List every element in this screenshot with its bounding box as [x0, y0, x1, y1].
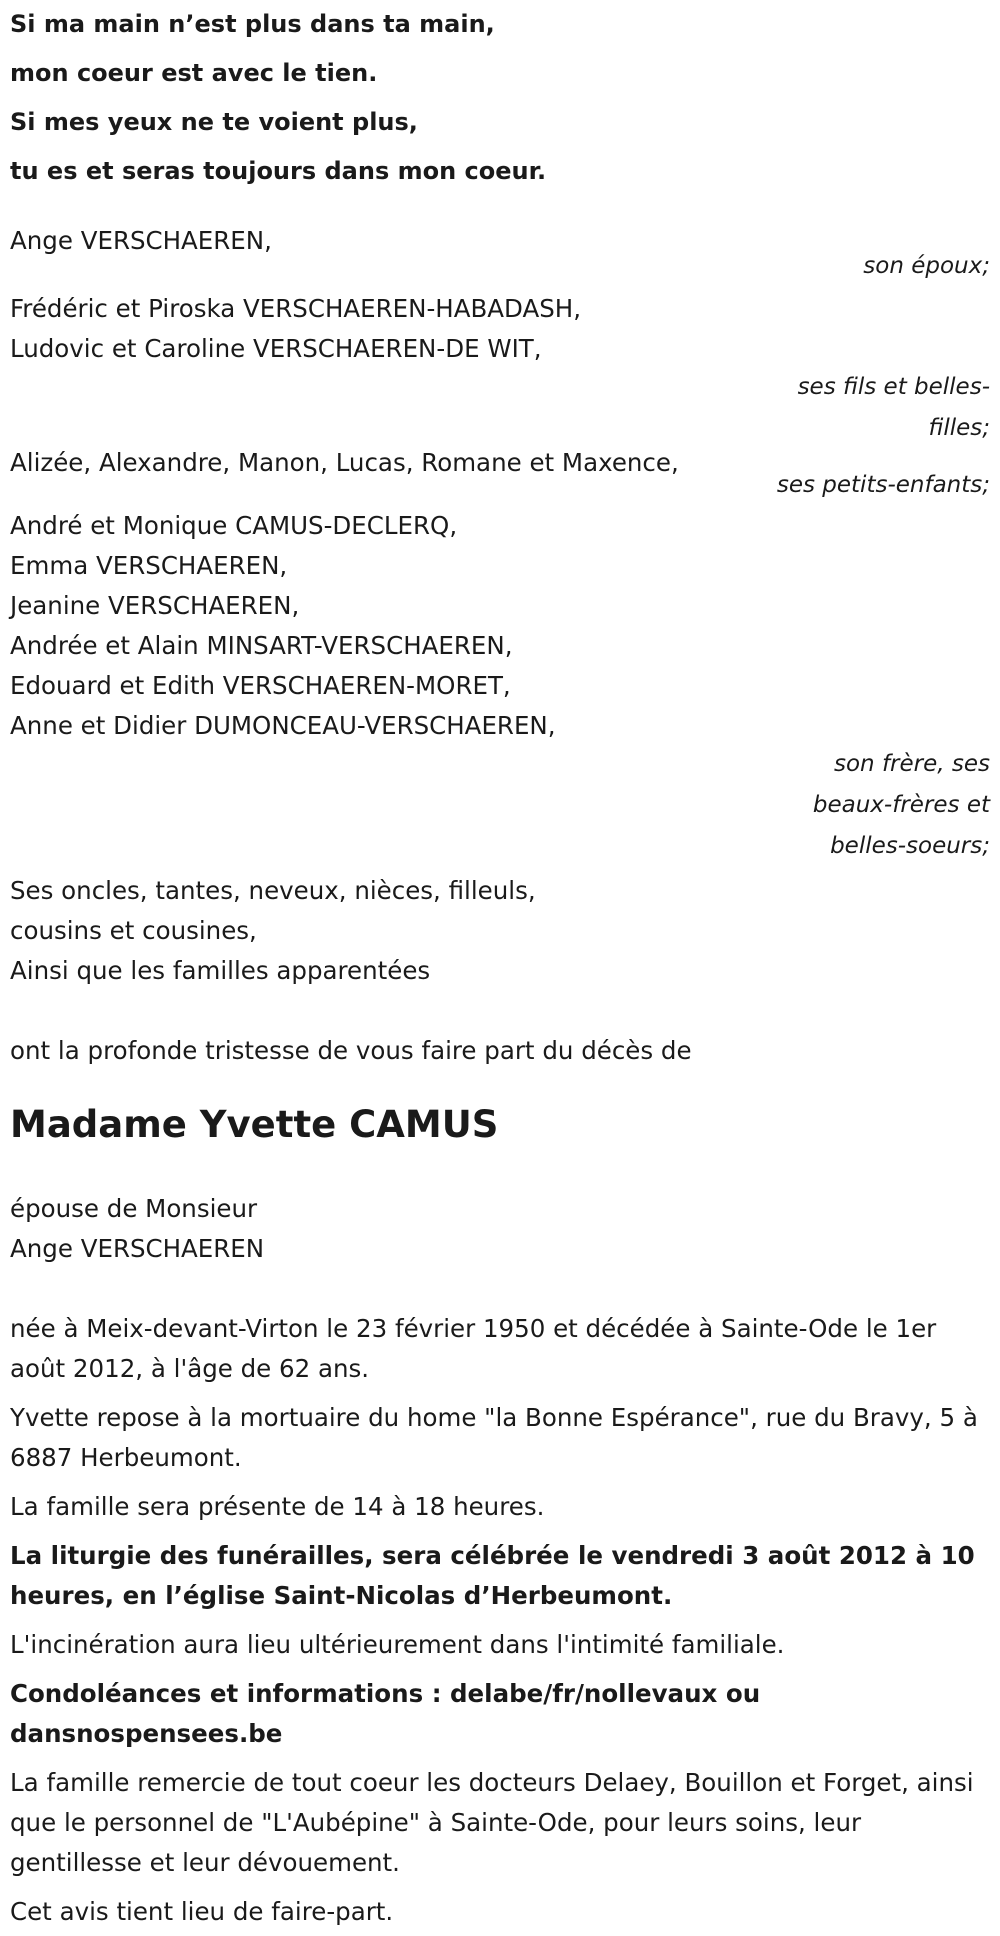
announcement: ont la profonde tristesse de vous faire part du décès de	[10, 1036, 692, 1065]
family-name: Alizée, Alexandre, Manon, Lucas, Romane et Maxence,	[10, 448, 679, 477]
family-name: Ses oncles, tantes, neveux, nièces, filleuls,	[10, 876, 536, 905]
incineration-info: L'incinération aura lieu ultérieurement dans l'intimité familiale.	[10, 1630, 785, 1659]
family-role: ses fils et belles-filles;	[797, 374, 990, 441]
deceased-name: Madame Yvette CAMUS	[10, 1103, 499, 1146]
family-group-sons	[10, 289, 990, 449]
family-group-siblings	[10, 506, 990, 867]
family-group-grandchildren	[10, 443, 990, 506]
family-name: Frédéric et Piroska VERSCHAEREN-HABADASH,	[10, 294, 582, 323]
family-role: son époux;	[863, 253, 990, 279]
family-name: André et Monique CAMUS-DECLERQ,	[10, 511, 458, 540]
poem-line: Si ma main n’est plus dans ta main,	[10, 10, 495, 38]
family-presence-info: La famille sera présente de 14 à 18 heures.	[10, 1492, 545, 1521]
poem-line: tu es et seras toujours dans mon coeur.	[10, 157, 547, 185]
family-name: Ainsi que les familles apparentées	[10, 956, 431, 985]
thanks-info: La famille remercie de tout coeur les docteurs Delaey, Bouillon et Forget, ainsi que le personnel de "L'Aubépine" à Sainte-Ode, pour leurs soins, leur gentillesse et leur dévouement.	[10, 1768, 974, 1877]
poem	[10, 0, 990, 196]
family-name: Edouard et Edith VERSCHAEREN-MORET,	[10, 671, 511, 700]
poem-line: mon coeur est avec le tien.	[10, 59, 378, 87]
family-name: Anne et Didier DUMONCEAU-VERSCHAEREN,	[10, 711, 556, 740]
family-role: ses petits-enfants;	[776, 472, 990, 498]
birth-death-info: née à Meix-devant-Virton le 23 février 1950 et décédée à Sainte-Ode le 1er août 2012, à l'âge de 62 ans.	[10, 1314, 937, 1383]
family-name: Andrée et Alain MINSART-VERSCHAEREN,	[10, 631, 513, 660]
condolences-info: Condoléances et informations : delabe/fr/nollevaux ou dansnospensees.be	[10, 1679, 761, 1748]
family-group-spouse	[10, 221, 990, 287]
family-name: Emma VERSCHAEREN,	[10, 551, 288, 580]
spouse-info	[10, 1189, 990, 1269]
family-name: Ange VERSCHAEREN,	[10, 226, 272, 255]
family-name: Jeanine VERSCHAEREN,	[10, 591, 300, 620]
closing-note: Cet avis tient lieu de faire-part.	[10, 1897, 394, 1926]
family-name: cousins et cousines,	[10, 916, 257, 945]
family-role: son frère, ses beaux-frères et belles-soeurs;	[812, 751, 990, 859]
resting-place-info: Yvette repose à la mortuaire du home "la Bonne Espérance", rue du Bravy, 5 à 6887 Herbeumont.	[10, 1403, 978, 1472]
family-name: Ludovic et Caroline VERSCHAEREN-DE WIT,	[10, 334, 542, 363]
liturgy-info: La liturgie des funérailles, sera célébrée le vendredi 3 août 2012 à 10 heures, en l’église Saint-Nicolas d’Herbeumont.	[10, 1541, 975, 1610]
spouse-line: Ange VERSCHAEREN	[10, 1234, 265, 1263]
poem-line: Si mes yeux ne te voient plus,	[10, 108, 418, 136]
family-group-extended	[10, 871, 990, 991]
spouse-line: épouse de Monsieur	[10, 1194, 258, 1223]
obituary-notice	[10, 0, 990, 1932]
